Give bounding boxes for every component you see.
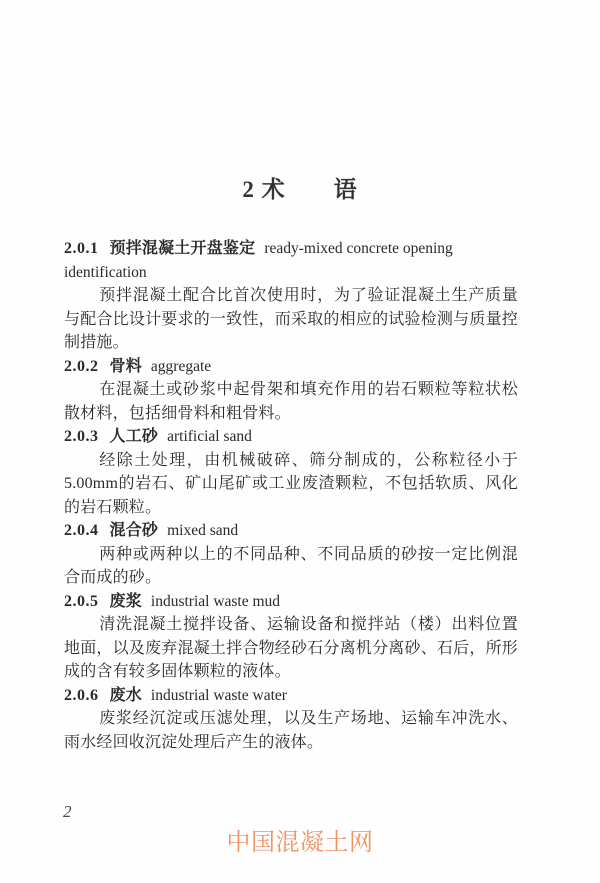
term-definition: 两种或两种以上的不同品种、不同品质的砂按一定比例混合而成的砂。: [64, 545, 518, 586]
term-zh: 人工砂: [109, 428, 159, 445]
term-heading: [64, 355, 518, 379]
term-section: [64, 355, 518, 426]
term-heading: [64, 237, 518, 284]
clause-number: 2.0.6: [64, 686, 99, 704]
term-definition: 废浆经沉淀或压滤处理，以及生产场地、运输车冲洗水、雨水经回收沉淀处理后产生的液体。: [64, 710, 518, 751]
term-zh: 废水: [109, 686, 142, 704]
term-section: [64, 519, 518, 590]
term-en: industrial waste mud: [150, 592, 281, 610]
term-heading: [64, 684, 518, 708]
terms-content: [64, 237, 518, 754]
term-zh: 混合砂: [109, 522, 159, 539]
term-section: [64, 425, 518, 519]
term-en: ready-mixed concrete opening identification: [64, 240, 453, 281]
term-zh: 废浆: [109, 592, 142, 610]
term-zh: 骨料: [109, 357, 142, 375]
term-en: industrial waste water: [150, 686, 287, 704]
clause-number: 2.0.2: [64, 357, 99, 375]
term-section: [64, 684, 518, 755]
term-section: [64, 590, 518, 684]
term-definition: 预拌混凝土配合比首次使用时，为了验证混凝土生产质量与配合比设计要求的一致性，而采取的相应的试验检测与质量控制措施。: [64, 287, 518, 351]
clause-number: 2.0.3: [64, 428, 99, 445]
term-heading: [64, 590, 518, 614]
term-heading: [64, 519, 518, 543]
term-zh: 预拌混凝土开盘鉴定: [109, 240, 256, 257]
term-definition: 在混凝土或砂浆中起骨架和填充作用的岩石颗粒等粒状松散材料，包括细骨料和粗骨料。: [64, 381, 518, 422]
term-definition: 清洗混凝土搅拌设备、运输设备和搅拌站（楼）出料位置地面，以及废弃混凝土拌合物经砂石分离机分离砂、石后，所形成的含有较多固体颗粒的液体。: [64, 616, 518, 680]
term-en: aggregate: [150, 357, 212, 375]
clause-number: 2.0.4: [64, 522, 99, 539]
site-watermark: 中国混凝土网: [226, 829, 374, 856]
clause-number: 2.0.1: [64, 240, 99, 257]
clause-number: 2.0.5: [64, 592, 99, 610]
term-en: artificial sand: [167, 428, 252, 445]
chapter-title: 2 术 语: [242, 177, 358, 202]
page-number: 2: [63, 802, 72, 821]
term-heading: [64, 425, 518, 449]
term-definition: 经除土处理，由机械破碎、筛分制成的，公称粒径小于5.00mm的岩石、矿山尾矿或工业废渣颗粒，不包括软质、风化的岩石颗粒。: [64, 451, 518, 516]
term-section: [64, 237, 518, 355]
term-en: mixed sand: [167, 522, 239, 539]
